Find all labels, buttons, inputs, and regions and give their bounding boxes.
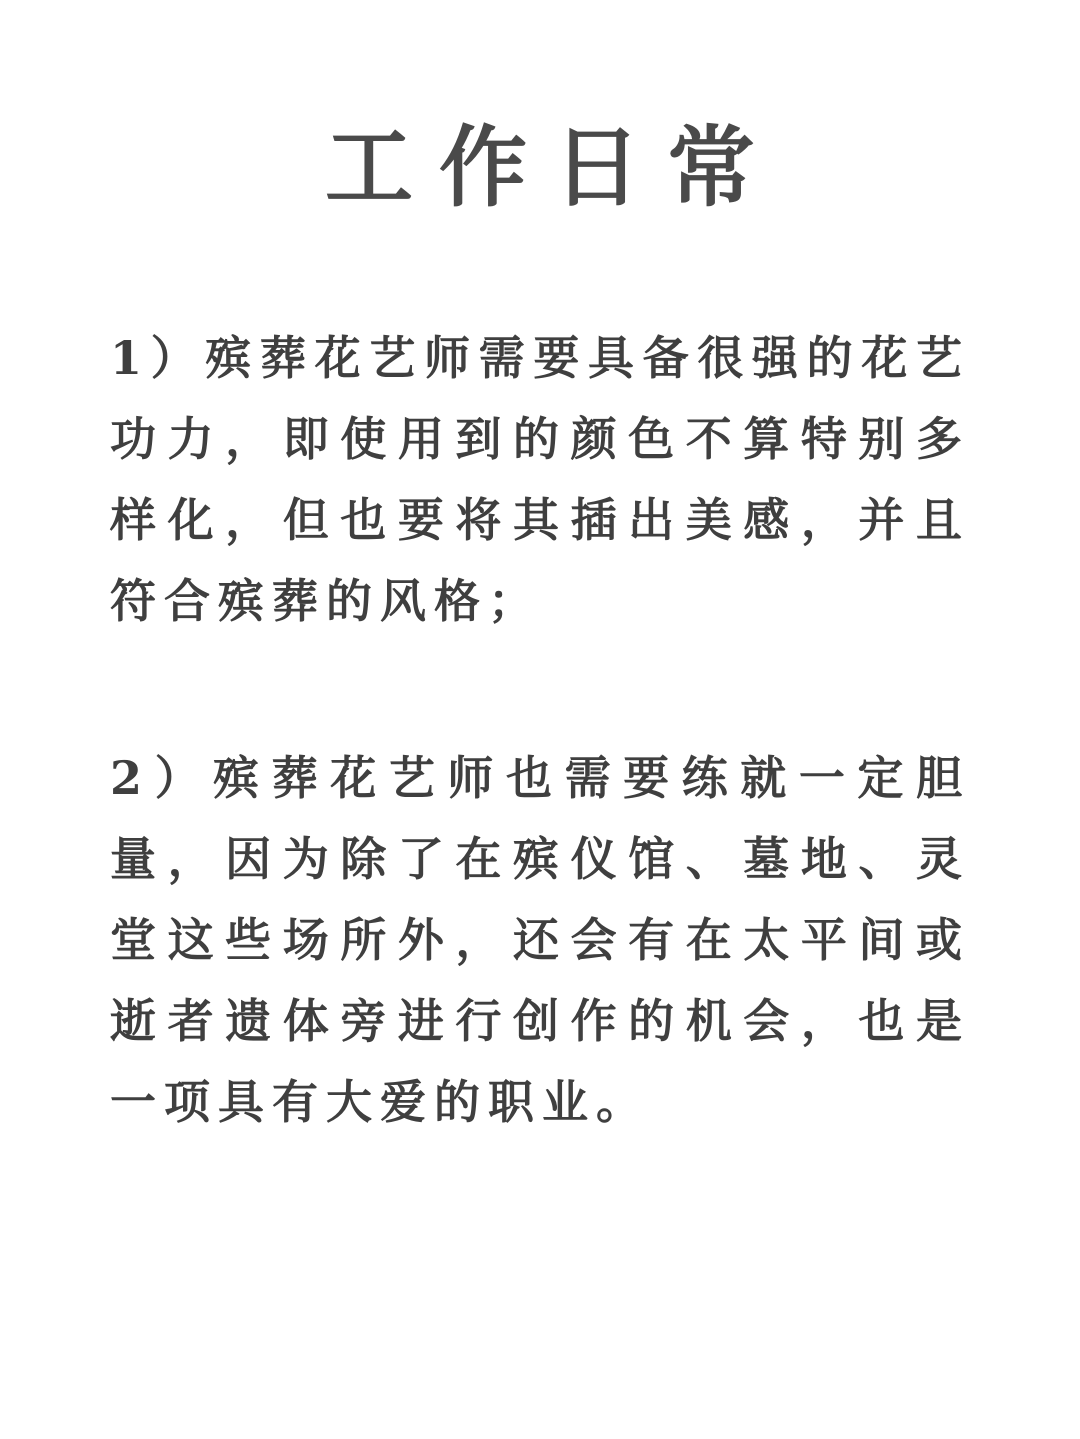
paragraph-1: 1）殡葬花艺师需要具备很强的花艺功力，即使用到的颜色不算特别多样化，但也要将其插出美感，并且符合殡葬的风格； [110,331,970,628]
paragraph-2: 2）殡葬花艺师也需要练就一定胆量，因为除了在殡仪馆、墓地、灵堂这些场所外，还会有在太平间或逝者遗体旁进行创作的机会，也是一项具有大爱的职业。 [110,751,970,1129]
page-title: 工作日常 [324,115,781,219]
